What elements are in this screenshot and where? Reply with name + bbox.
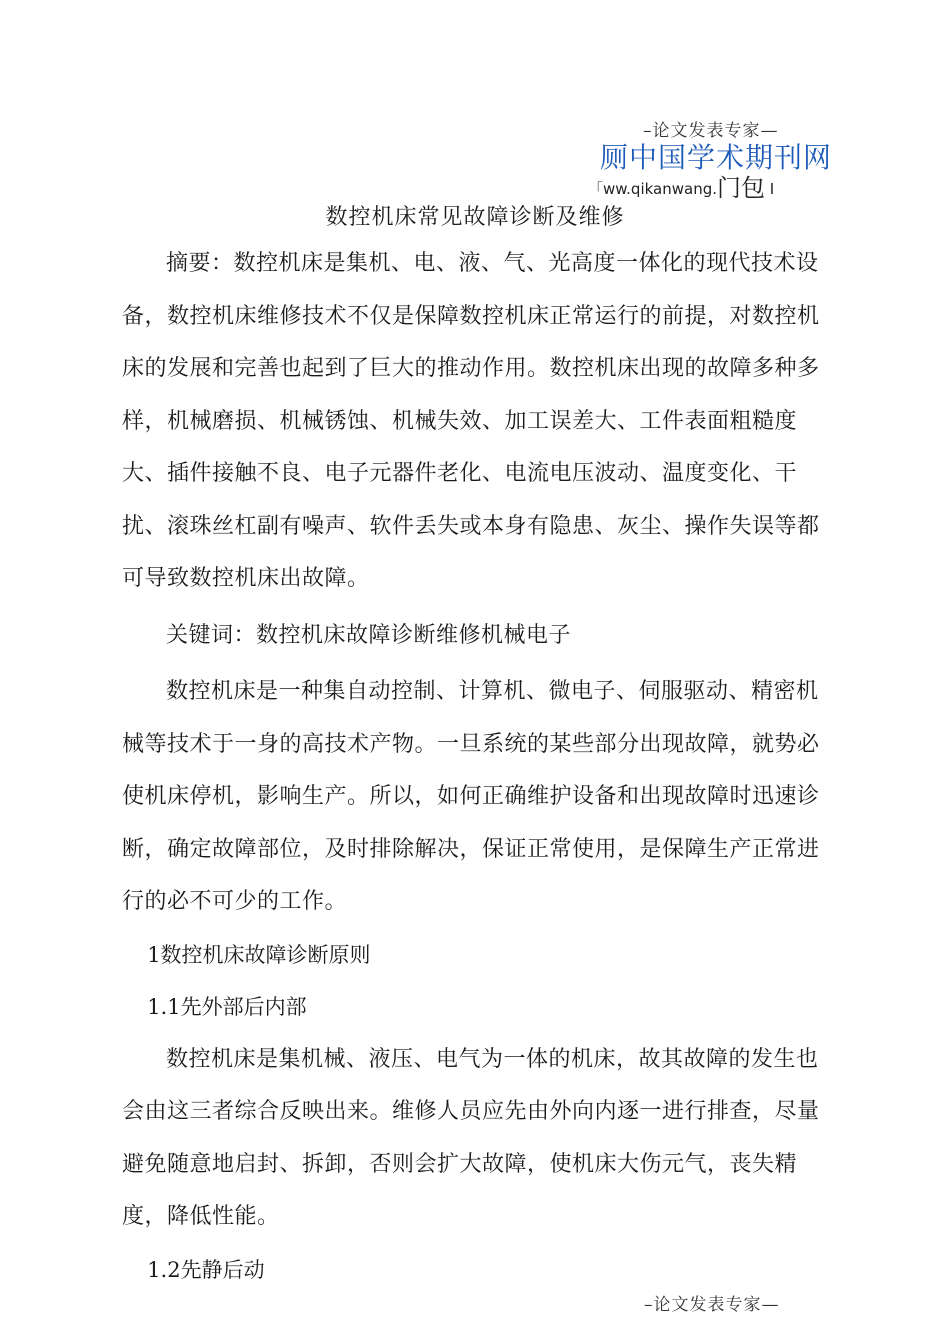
intro-paragraph: 数控机床是一种集自动控制、计算机、微电子、伺服驱动、精密机械等技术于一身的高技术产物。一旦系统的某些部分出现故障，就势必使机床停机，影响生产。所以，如何正确维护设备和出现故障时迅速诊断，确定故障部位，及时排除解决，保证正常使用，是保障生产正常进行的必不可少的工作。	[122, 679, 820, 914]
document-body	[122, 238, 834, 1296]
logo-url-end: I	[769, 180, 775, 198]
section-1-1-paragraph: 数控机床是集机械、液压、电气为一体的机床，故其故障的发生也会由这三者综合反映出来。维修人员应先由外向内逐一进行排查，尽量避免随意地启封、拆卸，否则会扩大故障，使机床大伤元气，丧失精度，降低性能。	[122, 1046, 820, 1229]
logo-tagline: –论文发表专家—	[643, 121, 779, 141]
footer-tagline: –论文发表专家—	[644, 1295, 780, 1315]
logo-url-suffix: 门包	[717, 174, 765, 202]
logo-url-text: 「ww.qikanwang.	[588, 180, 717, 198]
section-1-2-heading: 1.2先静后动	[147, 1257, 265, 1282]
logo-name: 厕中国学术期刊网	[600, 141, 833, 174]
keywords-paragraph: 关键词：数控机床故障诊断维修机械电子	[166, 622, 572, 648]
document-title: 数控机床常见故障诊断及维修	[325, 205, 625, 230]
abstract-paragraph: 摘要：数控机床是集机、电、液、气、光高度一体化的现代技术设备，数控机床维修技术不仅是保障数控机床正常运行的前提，对数控机床的发展和完善也起到了巨大的推动作用。数控机床出现的故障多种多样，机械磨损、机械锈蚀、机械失效、加工误差大、工件表面粗糙度大、插件接触不良、电子元器件老化、电流电压波动、温度变化、干扰、滚珠丝杠副有噪声、软件丢失或本身有隐患、灰尘、操作失误等都可导致数控机床出故障。	[122, 251, 820, 591]
logo-url	[588, 168, 774, 203]
section-1-1-heading: 1.1先外部后内部	[147, 995, 307, 1019]
section-1-heading: 1数控机床故障诊断原则	[147, 942, 371, 967]
